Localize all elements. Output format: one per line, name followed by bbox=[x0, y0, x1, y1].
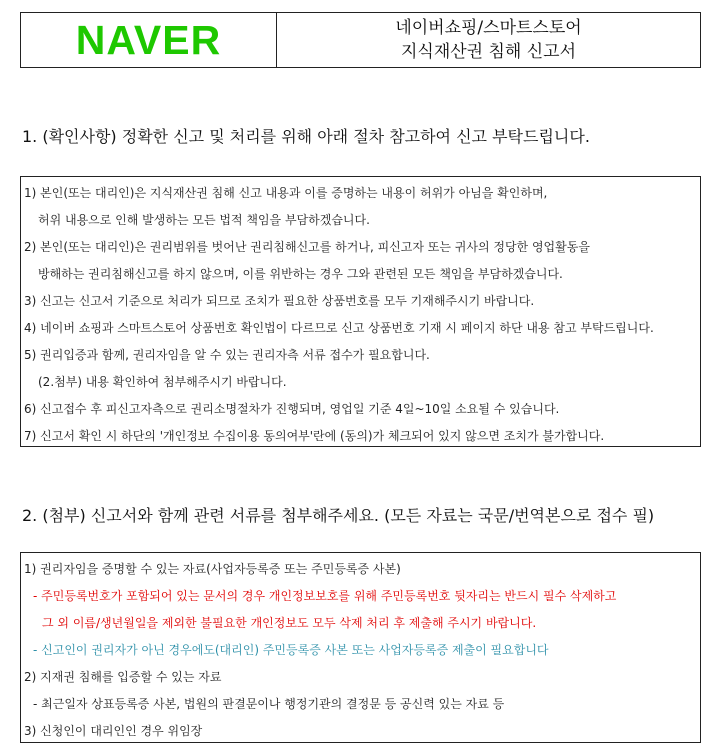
naver-logo: NAVER bbox=[75, 16, 222, 63]
section1-line: 6) 신고접수 후 피신고자측으로 권리소명절차가 진행되며, 영업일 기준 4일~10일 소요될 수 있습니다. bbox=[24, 402, 560, 416]
section2-note-line: - 신고인이 권리자가 아닌 경우에도(대리인) 주민등록증 사본 또는 사업자등록증 제출이 필요합니다 bbox=[33, 643, 549, 657]
section2-box bbox=[20, 552, 701, 743]
section1-line: 허위 내용으로 인해 발생하는 모든 법적 책임을 부담하겠습니다. bbox=[38, 213, 370, 227]
section2-line: - 최근일자 상표등록증 사본, 법원의 판결문이나 행정기관의 결정문 등 공신력 있는 자료 등 bbox=[33, 697, 505, 711]
section1-box bbox=[20, 176, 701, 447]
section2-line: 2) 지재권 침해를 입증할 수 있는 자료 bbox=[24, 670, 222, 684]
section1-line: 3) 신고는 신고서 기준으로 처리가 되므로 조치가 필요한 상품번호를 모두 기재해주시기 바랍니다. bbox=[24, 294, 535, 308]
section2-heading: 2. (첨부) 신고서와 함께 관련 서류를 첨부해주세요. (모든 자료는 국문/번역본으로 접수 필) bbox=[22, 506, 655, 525]
section1-line: 4) 네이버 쇼핑과 스마트스토어 상품번호 확인법이 다르므로 신고 상품번호 기재 시 페이지 하단 내용 참고 부탁드립니다. bbox=[24, 321, 654, 335]
section1-line: 방해하는 권리침해신고를 하지 않으며, 이를 위반하는 경우 그와 관련된 모든 책임을 부담하겠습니다. bbox=[38, 267, 563, 281]
section2-warning-line: - 주민등록번호가 포함되어 있는 문서의 경우 개인정보보호를 위해 주민등록번호 뒷자리는 반드시 필수 삭제하고 bbox=[33, 589, 617, 603]
section1-line: 5) 권리입증과 함께, 권리자임을 알 수 있는 권리자측 서류 접수가 필요합니다. bbox=[24, 348, 430, 362]
section1-heading: 1. (확인사항) 정확한 신고 및 처리를 위해 아래 절차 참고하여 신고 부탁드립니다. bbox=[22, 127, 590, 146]
form-title bbox=[277, 13, 700, 67]
logo-cell bbox=[21, 13, 277, 67]
section2-warning-line: 그 외 이름/생년월일을 제외한 불필요한 개인정보도 모두 삭제 처리 후 제출해 주시기 바랍니다. bbox=[42, 616, 537, 630]
section1-line: 2) 본인(또는 대리인)은 권리범위를 벗어난 권리침해신고를 하거나, 피신고자 또는 귀사의 정당한 영업활동을 bbox=[24, 240, 590, 254]
report-header bbox=[20, 12, 701, 68]
form-title-line1: 네이버쇼핑/스마트스토어 bbox=[395, 18, 582, 38]
section2-line: 3) 신청인이 대리인인 경우 위임장 bbox=[24, 724, 203, 738]
form-title-line2: 지식재산권 침해 신고서 bbox=[400, 42, 577, 62]
section1-line: 7) 신고서 확인 시 하단의 '개인정보 수집이용 동의여부'란에 (동의)가 체크되어 있지 않으면 조치가 불가합니다. bbox=[24, 429, 605, 443]
section1-line: 1) 본인(또는 대리인)은 지식재산권 침해 신고 내용과 이를 증명하는 내용이 허위가 아님을 확인하며, bbox=[24, 186, 548, 200]
section1-line: (2.첨부) 내용 확인하여 첨부해주시기 바랍니다. bbox=[38, 375, 287, 389]
section2-line: 1) 권리자임을 증명할 수 있는 자료(사업자등록증 또는 주민등록증 사본) bbox=[24, 562, 401, 576]
